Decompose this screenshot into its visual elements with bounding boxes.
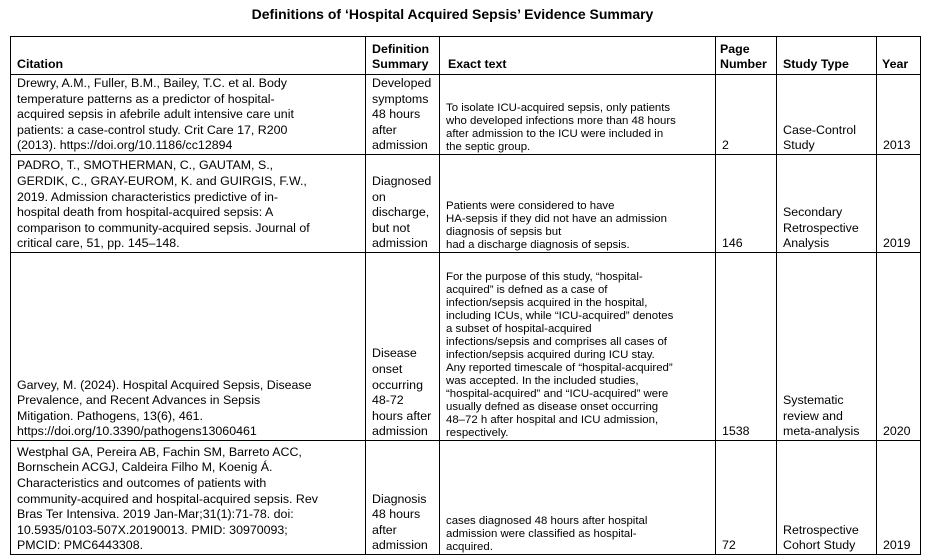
page-number-cell: 72 <box>716 441 777 555</box>
exact-text-cell: To isolate ICU-acquired sepsis, only patients who developed infections more than 48 hours after admission to the ICU were included in the septic group. <box>440 75 716 155</box>
column-header-study-type: Study Type <box>777 37 877 75</box>
definition-summary-cell: Developed symptoms 48 hours after admission <box>366 75 440 155</box>
citation-cell: Garvey, M. (2024). Hospital Acquired Sepsis, Disease Prevalence, and Recent Advances in Sepsis Mitigation. Pathogens, 13(6), 461. https://doi.org/10.3390/pathogens13060461 <box>11 253 366 441</box>
table-header-row <box>11 37 921 75</box>
exact-text-cell: Patients were considered to have HA-sepsis if they did not have an admission diagnosis of sepsis but had a discharge diagnosis of sepsis. <box>440 155 716 253</box>
exact-text-cell: For the purpose of this study, “hospital- acquired” is defned as a case of infection/sepsis acquired in the hospital, including ICUs, while “ICU-acquired” denotes a subset of hospital-acquired infections/sepsis and comprises all cases of infection/sepsis acquired during ICU stay. Any reported timescale of “hospital-acquired” was accepted. In the included studies, “hospital-acquired” and “ICU-acquired” were usually defned as disease onset occurring 48–72 h after hospital and ICU admission, respectively. <box>440 253 716 441</box>
page-number-cell: 146 <box>716 155 777 253</box>
table-row <box>11 75 921 155</box>
citation-cell: PADRO, T., SMOTHERMAN, C., GAUTAM, S., GERDIK, C., GRAY-EUROM, K. and GUIRGIS, F.W., 2019. Admission characteristics predictive of in- hospital death from hospital-acquired sepsis: A comparison to community-acquired sepsis. Journal of critical care, 51, pp. 145–148. <box>11 155 366 253</box>
study-type-cell: Case-Control Study <box>777 75 877 155</box>
year-cell: 2013 <box>877 75 921 155</box>
study-type-cell: Systematic review and meta-analysis <box>777 253 877 441</box>
table-row <box>11 441 921 555</box>
column-header-citation: Citation <box>11 37 366 75</box>
evidence-summary-table <box>10 36 921 555</box>
column-header-year: Year <box>877 37 921 75</box>
year-cell: 2019 <box>877 155 921 253</box>
citation-cell: Drewry, A.M., Fuller, B.M., Bailey, T.C. et al. Body temperature patterns as a predictor of hospital- acquired sepsis in afebrile adult intensive care unit patients: a case-control study. Crit Care 17, R200 (2013). https://doi.org/10.1186/cc12894 <box>11 75 366 155</box>
exact-text-cell: cases diagnosed 48 hours after hospital admission were classified as hospital- acquired. <box>440 441 716 555</box>
citation-cell: Westphal GA, Pereira AB, Fachin SM, Barreto ACC, Bornschein ACGJ, Caldeira Filho M, Koenig Á. Characteristics and outcomes of patients with community-acquired and hospital-acquired sepsis. Rev Bras Ter Intensiva. 2019 Jan-Mar;31(1):71-78. doi: 10.5935/0103-507X.20190013. PMID: 30970093; PMCID: PMC6443308. <box>11 441 366 555</box>
page-number-cell: 1538 <box>716 253 777 441</box>
column-header-page-number: Page Number <box>716 37 777 75</box>
year-cell: 2020 <box>877 253 921 441</box>
column-header-exact-text: Exact text <box>440 37 716 75</box>
table-row <box>11 253 921 441</box>
definition-summary-cell: Disease onset occurring 48-72 hours after admission <box>366 253 440 441</box>
definition-summary-cell: Diagnosed on discharge, but not admission <box>366 155 440 253</box>
study-type-cell: Secondary Retrospective Analysis <box>777 155 877 253</box>
document-title: Definitions of ‘Hospital Acquired Sepsis’ Evidence Summary <box>251 6 654 22</box>
table-row <box>11 155 921 253</box>
column-header-definition-summary: Definition Summary <box>366 37 440 75</box>
year-cell: 2019 <box>877 441 921 555</box>
study-type-cell: Retrospective Cohort Study <box>777 441 877 555</box>
definition-summary-cell: Diagnosis 48 hours after admission <box>366 441 440 555</box>
page-number-cell: 2 <box>716 75 777 155</box>
